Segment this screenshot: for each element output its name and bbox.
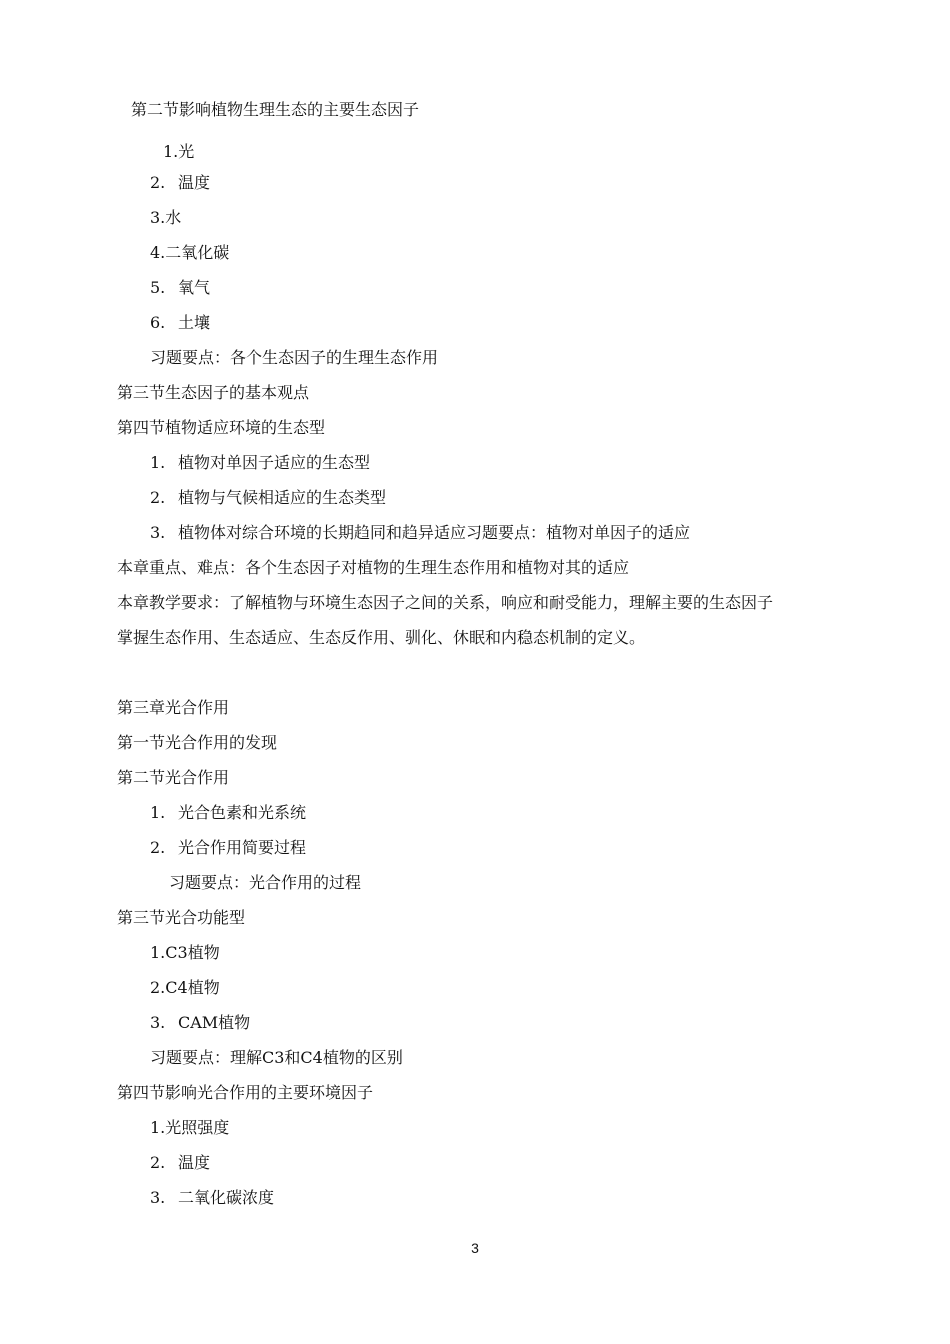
section-heading: 第一节光合作用的发现 <box>117 733 278 752</box>
list-number: 3. <box>150 1013 166 1032</box>
list-item <box>150 523 690 543</box>
list-text: CAM植物 <box>178 1013 251 1032</box>
chapter-key-points: 本章重点、难点：各个生态因子对植物的生理生态作用和植物对其的适应 <box>117 558 630 577</box>
page-number: 3 <box>471 1240 479 1256</box>
list-number: 2. <box>150 488 166 507</box>
list-item: 1.光 <box>163 142 195 161</box>
teaching-requirements-continued: 掌握生态作用、生态适应、生态反作用、驯化、休眠和内稳态机制的定义。 <box>117 628 646 647</box>
list-text: 二氧化碳浓度 <box>178 1188 275 1207</box>
list-item <box>150 1153 210 1173</box>
list-text: 温度 <box>178 1153 211 1172</box>
section-heading: 第四节植物适应环境的生态型 <box>117 418 326 437</box>
list-number: 3. <box>150 523 166 542</box>
list-item: 4.二氧化碳 <box>150 243 230 262</box>
list-number: 3. <box>150 1188 166 1207</box>
list-item <box>150 278 210 298</box>
list-item <box>150 1013 250 1033</box>
section-heading: 第二节影响植物生理生态的主要生态因子 <box>131 100 420 119</box>
list-number: 5. <box>150 278 166 297</box>
section-heading: 第四节影响光合作用的主要环境因子 <box>117 1083 374 1102</box>
list-item: 2.C4植物 <box>150 978 220 997</box>
list-text: 土壤 <box>178 313 211 332</box>
list-text: 植物体对综合环境的长期趋同和趋异适应习题要点：植物对单因子的适应 <box>178 523 691 542</box>
section-heading: 第二节光合作用 <box>117 768 230 787</box>
list-item <box>150 803 306 823</box>
exercise-note: 习题要点：理解C3和C4植物的区别 <box>150 1048 403 1067</box>
list-item: 1.C3植物 <box>150 943 220 962</box>
list-item <box>150 313 210 333</box>
list-text: 植物对单因子适应的生态型 <box>178 453 371 472</box>
list-item <box>150 173 210 193</box>
list-item <box>150 1188 274 1208</box>
exercise-note: 习题要点：各个生态因子的生理生态作用 <box>150 348 439 367</box>
list-text: 植物与气候相适应的生态类型 <box>178 488 387 507</box>
list-text: 光合作用简要过程 <box>178 838 307 857</box>
chapter-heading: 第三章光合作用 <box>117 698 230 717</box>
list-item <box>150 453 370 473</box>
teaching-requirements: 本章教学要求：了解植物与环境生态因子之间的关系，响应和耐受能力，理解主要的生态因子 <box>117 593 774 612</box>
list-number: 2. <box>150 173 166 192</box>
list-text: 氧气 <box>178 278 211 297</box>
list-text: 光合色素和光系统 <box>178 803 307 822</box>
list-number: 2. <box>150 1153 166 1172</box>
list-number: 1. <box>150 803 166 822</box>
list-item: 3.水 <box>150 208 182 227</box>
list-number: 1. <box>150 453 166 472</box>
list-item: 1.光照强度 <box>150 1118 230 1137</box>
list-number: 6. <box>150 313 166 332</box>
list-item <box>150 488 386 508</box>
list-text: 温度 <box>178 173 211 192</box>
list-item <box>150 838 306 858</box>
section-heading: 第三节生态因子的基本观点 <box>117 383 310 402</box>
exercise-note: 习题要点：光合作用的过程 <box>169 873 362 892</box>
list-number: 2. <box>150 838 166 857</box>
section-heading: 第三节光合功能型 <box>117 908 246 927</box>
